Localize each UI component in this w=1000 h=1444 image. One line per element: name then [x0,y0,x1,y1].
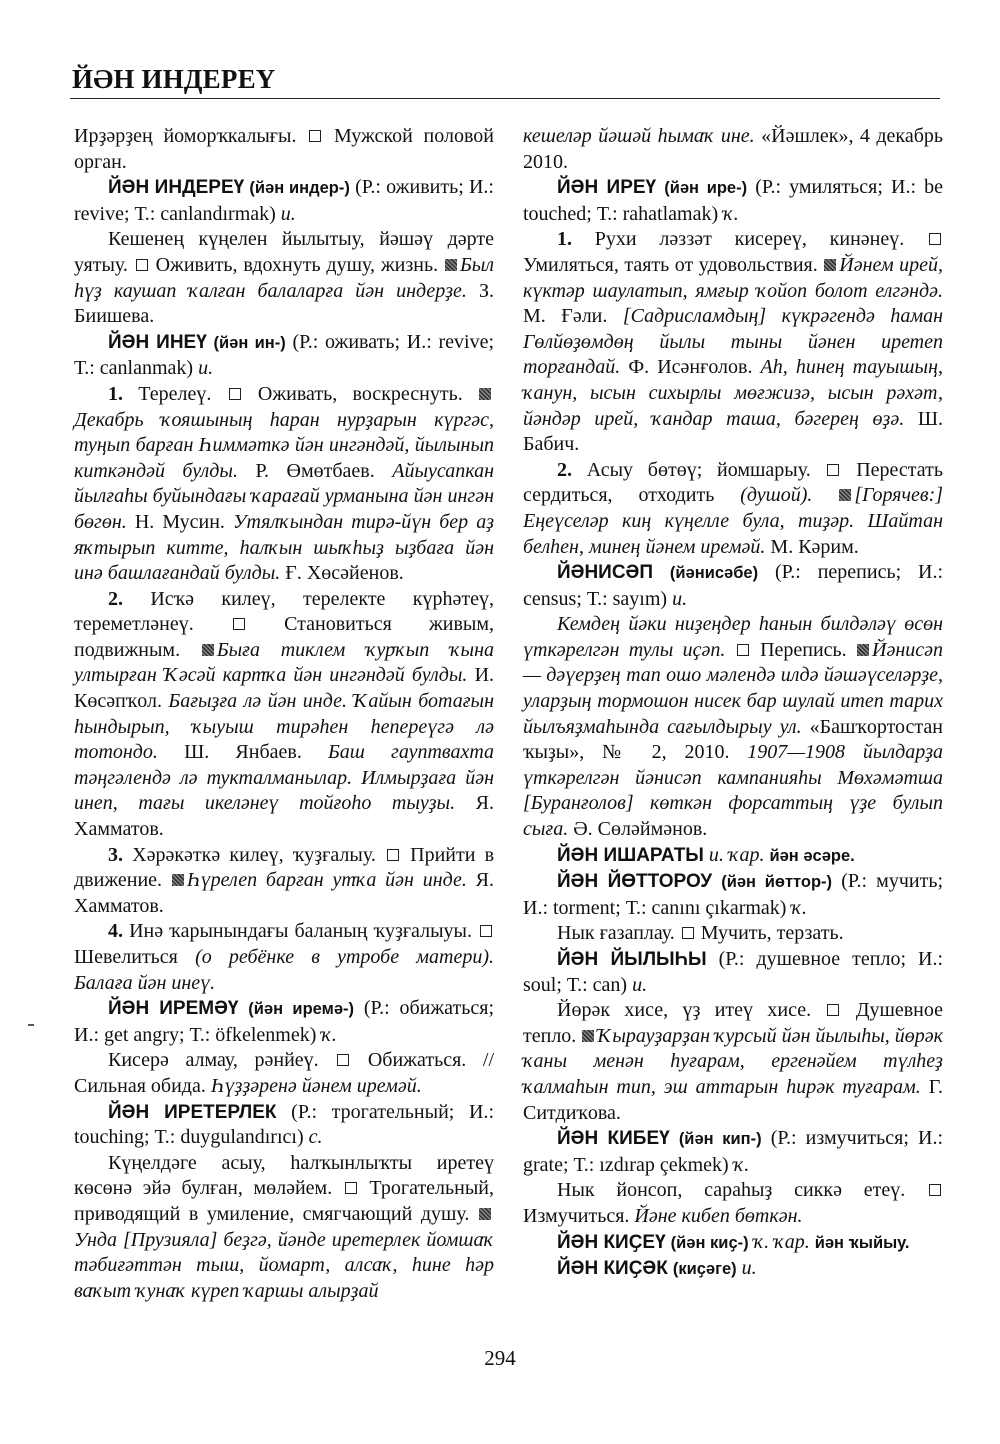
part-of-speech: с. [308,1126,323,1149]
example-source: Ш. Янбаев. [184,741,302,764]
example-text: Унда [Прузияла] беҙгә, йәнде иретерлек йомшаҡ тәбиғәттән тыш, йомарт, алсаҡ, һине һәр ваҡыт ҡунаҡ күреп ҡаршы алырҙай [74,1228,494,1302]
entry-headword-line [74,1100,494,1151]
example-source: Ғ. Хөсәйенов. [285,562,404,585]
translation-text: Перепись. [760,638,847,661]
left-column [74,124,494,1304]
hatched-square-icon [445,259,457,271]
example-source: Я. Хамматов. [74,869,495,917]
square-outline-icon [337,1054,349,1066]
entry-headword-line [74,175,494,227]
definition-text: Ирҙәрҙең йоморҡкалығы. [74,125,297,147]
grammar-form: (йән киҫ-) [670,1233,749,1252]
square-outline-icon [682,927,694,939]
hatched-square-icon [479,388,491,400]
page-number: 294 [484,1346,516,1370]
definition-text: Асыу бөтөү; йомшарыу. [586,458,811,481]
headword: ЙӘН ИШАРАТЫ [557,844,704,866]
part-of-speech: ҡ. [723,202,739,225]
part-of-speech: и. [672,587,688,610]
entry-paragraph [74,587,494,843]
entry-headword-line [74,996,494,1048]
sense-number: 1. [557,228,572,251]
header-title: ЙӘН ИНДЕРЕҮ [72,64,276,94]
square-outline-icon [929,1184,941,1196]
entry-paragraph [74,227,494,329]
entry-headword-line [523,1256,943,1283]
square-outline-icon [827,464,839,476]
translation-text: Мужской половой орган. [74,125,494,173]
grammar-form: (йән индер-) [249,179,350,198]
example-source: Ш. Бабич. [523,407,944,456]
square-outline-icon [136,259,148,271]
right-column [523,124,943,1283]
entry-headword-line [74,330,494,382]
grammar-form: (киҫәге) [672,1260,737,1279]
part-of-speech: и. [741,1257,757,1280]
entry-headword-line [523,1126,943,1178]
example-source: Ф. Исәнғолов. [628,356,753,379]
headword: ЙӘН КИБЕҮ [557,1128,670,1150]
entry-headword-line [523,947,943,998]
example-text: Йәнисәп — дәүерҙең тап ошо мәлендә илдә йәшәүселәрҙе, уларҙың тормошон нисек бар шулай итеп тарих йылъяҙмаһында сағылдырыу ул. [523,638,944,738]
translation-text: Умиляться, таять от удовольствия. [523,253,818,276]
example-source: З. Биишева. [74,279,494,328]
entry-paragraph [74,1151,494,1305]
headword: ЙӘН КИҪӘК [557,1258,668,1280]
translation-text: Прийти в движение. [74,843,495,892]
example-text: Балаға йән инеү. [74,971,216,994]
example-text: Ҡырауҙарҙан ҡурсый йән йылыһы, йөрәк ҡаны менән һуғарам, ергенәйем түлһеҙ ҡалмаһын тип, эш аттарын һирәк туғарам. [523,1024,943,1098]
hatched-square-icon [582,1030,594,1042]
square-outline-icon [345,1182,357,1194]
entry-paragraph [523,612,943,842]
entry-paragraph [523,227,943,457]
cross-reference-label: и. ҡар. [708,843,765,866]
grammar-form: (йән иремә-) [248,1000,354,1019]
translation-text: Трогательный, приводящий в умиление, смягчающий душу. [74,1177,495,1225]
headword: ЙӘН ИРЕТЕРЛЕК [108,1101,277,1123]
translation-text: Мучить, терзать. [700,922,844,945]
headword: ЙӘН ИРЕМӘҮ [108,998,239,1020]
equivalents: (Р.: умиляться; И.: be touched; Т.: rahatlamak) [523,176,943,225]
example-text: [Садрисламдың] күкрәгендә һаман Гөлйөҙөмдөң йылы тыны йәнен иретеп торғандай. [523,305,943,379]
margin-mark [28,1024,34,1026]
translation-text: Оживать, воскреснуть. [257,382,463,405]
example-source: М. Кәрим. [770,535,859,558]
example-source: Ә. Сөләймәнов. [573,818,708,841]
cross-reference-target: йән әсәре. [769,846,855,865]
cross-reference-label: ҡ. ҡар. [753,1230,810,1253]
definition-text: Нык ғазаплау. [557,922,675,945]
sense-number: 2. [108,587,123,610]
entry-headword-line [523,175,943,227]
entry-paragraph [523,1178,943,1229]
example-text: Быға тиклем ҡурҡып ҡына ултырған Ҡәсәй картҡа йән ингәндәй булды. [74,638,494,687]
sense-number: 4. [108,920,123,943]
grammar-form: (йәнисәбе) [669,564,759,583]
headword: ЙӘНИСӘП [557,562,654,584]
square-outline-icon [737,644,749,656]
translation-text: Измучиться. [523,1204,630,1227]
example-text: кешеләр йәшәй һымаҡ ине. [523,125,755,147]
equivalents: (Р.: измучиться; И.: grate; Т.: ızdırap çekmek) [523,1127,944,1176]
translation-text: Становиться живым, подвижным. [74,613,495,661]
headword: ЙӘН КИҪЕҮ [557,1231,666,1253]
hatched-square-icon [479,1208,491,1220]
example-text: Һүҙҙәренә йәнем иремәй. [210,1074,422,1097]
example-source: Я. Хамматов. [74,792,494,841]
equivalents: (Р.: мучить; И.: torment; Т.: canını çıkarmak) [523,870,943,919]
entry-headword-line [523,843,943,870]
equivalents: (Р.: оживить; И.: revive; Т.: canlandırmak) [74,176,494,225]
example-source: «Йәшлек», 4 декабрь 2010. [523,125,944,173]
equivalents: (Р.: перепись; И.: census; Т.: sayım) [523,561,944,610]
example-text: Декабрь ҡояшының һаран нурҙарын күргәс, туңып барған Һиммәткә йән ингәндәй, йылынып киткәндәй булды. [74,408,494,482]
translation-text: Оживить, вдохнуть душу, жизнь. [155,253,439,276]
example-text: Утялҡындан тирә-йүн бер аҙ яҡтырып китте, һалҡын шыҡһыҙ ыҙбаға йән инә башлағандай булды. [74,510,495,585]
entry-headword-line [523,869,943,921]
sense-number: 3. [108,843,123,866]
translation-text: Обижаться. // [367,1049,494,1072]
definition-text: Исҡә килеү, терелекте күрһәтеү, тереметләнеү. [74,587,494,636]
entry-paragraph [523,921,943,947]
example-text: [Горячев:] Еңеүселәр киң күңелле була, тиҙәр. Шайтан белһен, минең йәнем иремәй. [523,484,944,558]
usage-note: (о ребёнке в утробе матери). [195,946,494,968]
part-of-speech: и. [198,357,214,380]
hatched-square-icon [824,259,836,271]
headword: ЙӘН ИНДЕРЕҮ [108,177,245,199]
entry-paragraph [523,998,943,1126]
square-outline-icon [827,1004,839,1016]
sense-number: 2. [557,458,572,481]
hatched-square-icon [839,489,851,501]
example-source: Р. Өмөтбаев. [255,459,375,482]
part-of-speech: и. [632,973,648,996]
definition-text: Нык йонсоп, сараһыҙ сиккә етеү. [557,1179,906,1202]
example-text: Баш гауптвахта тәңгәлендә лә тукталманылар. Илмырҙаға йән инеп, тағы икеләнеү тойғоһо тыуҙы. [74,741,495,815]
entry-paragraph [74,919,494,996]
part-of-speech: ҡ. [733,1153,750,1176]
example-source: Г. Ситдиҡова. [523,1075,944,1124]
entry-paragraph [523,124,943,175]
example-text: Аһ, һинең тауышың, ҡанун, ысын сихырлы мөғжизә, ысын рәхәт, йәндәр ирей, ҡандар таша, бәгерең өҙә. [523,356,944,430]
translation-text: Перестать сердиться, отходить [523,458,944,507]
example-text: Йәнем ирей, күктәр шаулатып, ямғыр ҡойоп болот елгәндә. [523,253,943,302]
headword: ЙӘН ЙЫЛЫҺЫ [557,949,707,970]
example-text: Йәне кибеп бөткән. [634,1204,803,1227]
definition-text: Кемдең йәки ниҙеңдер һанын билдәләү өсөн үткәрелгән тулы иҫәп. [523,613,943,661]
example-source: И. Көсәпҡол. [74,664,495,713]
definition-text: Кешенең күңелен йылытыу, йәшәү дәрте уятыу. [74,228,494,276]
sense-number: 1. [108,382,123,405]
entry-paragraph [74,382,494,587]
hatched-square-icon [202,644,214,656]
entry-paragraph [74,124,494,175]
entry-paragraph [74,1048,494,1099]
square-outline-icon [309,130,321,142]
square-outline-icon [929,233,941,245]
example-text: Был һүҙ каушап ҡалған балаларға йән индерҙе. [74,253,494,302]
entry-paragraph [74,843,494,920]
translation-text: Шевелиться [74,946,178,968]
square-outline-icon [233,618,245,630]
example-text: Айыусапкан йылғаһы буйындағы ҡарағай урманына йән ингән бөгөн. [74,459,495,533]
equivalents: (Р.: душевное тепло; И.: soul; Т.: can) [523,948,944,996]
example-source: «Башҡортостан ҡыҙы», № 2, 2010. [523,715,943,764]
equivalents: (Р.: трогательный; И.: touching; Т.: duygulandırıcı) [74,1100,494,1149]
example-source: М. Ғәли. [523,305,608,328]
running-header [70,60,940,99]
example-source: Н. Мусин. [134,510,225,533]
example-text: 1907—1908 йылдарҙа үткәрелгән йәнисәп кампанияһы Мөхәмәтша [Буранғолов] көткән форсаттың үҙе булып сыға. [523,741,944,841]
grammar-form: (йән йөттор-) [721,873,833,892]
definition-text: Хәрәкәткә килеү, ҡуҙғалыу. [132,843,376,866]
example-text: Һүрелеп барған утҡа йән инде. [186,869,467,892]
translation-text: Душевное тепло. [523,999,943,1047]
hatched-square-icon [172,874,184,886]
definition-text: Күңелдәге асыу, һалҡынлыҡты иретеү көсөнә эйә булған, мөләйем. [74,1151,494,1200]
grammar-form: (йән ин-) [213,333,286,352]
definition-text: Кисерә алмау, рәнйеү. [108,1049,319,1072]
equivalents: (Р.: оживать; И.: revive; Т.: canlanmak) [74,330,494,380]
square-outline-icon [229,388,241,400]
equivalents: (Р.: обижаться; И.: get angry; Т.: öfkelenmek) [74,997,495,1046]
entry-headword-line [523,1230,943,1257]
headword: ЙӘН ИНЕҮ [108,331,207,353]
definition-text: Йөрәк хисе, үҙ итеү хисе. [557,999,812,1022]
part-of-speech: ҡ. [791,896,808,919]
definition-text: Рухи ләззәт кисереү, кинәнеү. [594,228,905,251]
hatched-square-icon [857,644,869,656]
entry-paragraph [523,458,943,560]
definition-text: Терелеү. [138,382,212,405]
example-text: Бағыҙға лә йән инде. Ҡайын ботағын һындырып, ҡыуыш тирәһен һепереүгә лә тотондо. [74,690,495,764]
headword: ЙӘН ЙӨТТОРОУ [557,871,713,893]
entry-headword-line [523,560,943,612]
headword: ЙӘН ИРЕҮ [557,177,657,199]
usage-note: (душой). [740,484,813,507]
part-of-speech: ҡ. [321,1023,337,1046]
grammar-form: (йән кип-) [678,1130,762,1149]
square-outline-icon [480,925,492,937]
part-of-speech: и. [280,202,296,225]
square-outline-icon [387,849,399,861]
grammar-form: (йән ире-) [664,179,748,198]
definition-text: Инә ҡарынындағы баланың ҡуҙғалыуы. [129,920,472,943]
cross-reference-target: йән ҡыйыу. [814,1233,910,1252]
translation-text: Сильная обида. [74,1074,206,1097]
